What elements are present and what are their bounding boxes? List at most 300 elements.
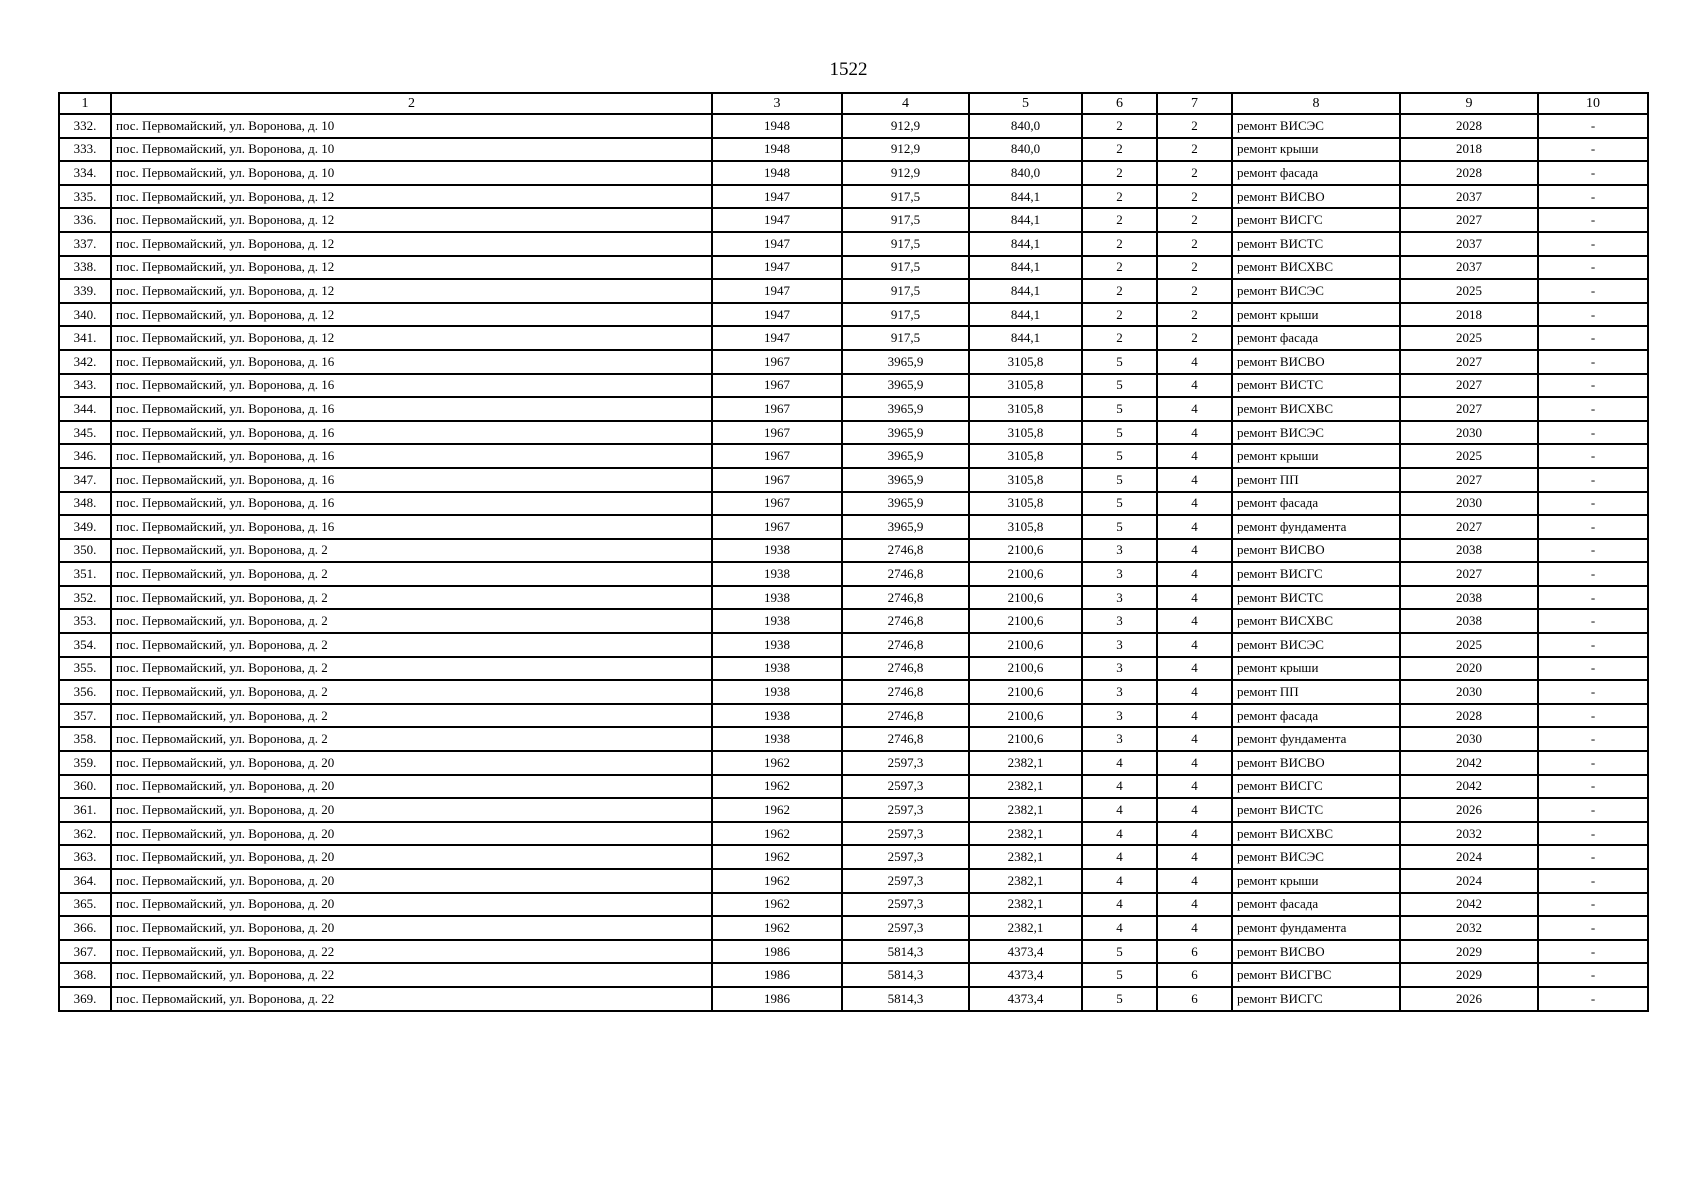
- column-header-2: 2: [111, 93, 712, 114]
- cell-note: -: [1538, 421, 1648, 445]
- cell-floors: 4: [1082, 775, 1157, 799]
- cell-note: -: [1538, 775, 1648, 799]
- cell-floors: 5: [1082, 421, 1157, 445]
- table-row: [59, 916, 1648, 940]
- cell-note: -: [1538, 232, 1648, 256]
- cell-address: пос. Первомайский, ул. Воронова, д. 12: [111, 208, 712, 232]
- table-row: [59, 185, 1648, 209]
- table-row: [59, 350, 1648, 374]
- cell-floors: 3: [1082, 539, 1157, 563]
- cell-planned-year: 2025: [1400, 326, 1538, 350]
- cell-planned-year: 2037: [1400, 232, 1538, 256]
- cell-living-area: 2100,6: [969, 704, 1082, 728]
- cell-row-number: 351.: [59, 562, 111, 586]
- cell-work-type: ремонт ВИСГВС: [1232, 963, 1400, 987]
- cell-living-area: 2100,6: [969, 727, 1082, 751]
- cell-address: пос. Первомайский, ул. Воронова, д. 12: [111, 185, 712, 209]
- cell-total-area: 3965,9: [842, 397, 969, 421]
- column-header-5: 5: [969, 93, 1082, 114]
- cell-entrances: 4: [1157, 916, 1232, 940]
- cell-living-area: 844,1: [969, 279, 1082, 303]
- cell-floors: 2: [1082, 232, 1157, 256]
- cell-row-number: 355.: [59, 657, 111, 681]
- cell-note: -: [1538, 609, 1648, 633]
- cell-floors: 5: [1082, 374, 1157, 398]
- cell-year-built: 1962: [712, 775, 842, 799]
- cell-work-type: ремонт ВИСТС: [1232, 374, 1400, 398]
- cell-row-number: 342.: [59, 350, 111, 374]
- cell-address: пос. Первомайский, ул. Воронова, д. 20: [111, 775, 712, 799]
- cell-row-number: 353.: [59, 609, 111, 633]
- cell-address: пос. Первомайский, ул. Воронова, д. 2: [111, 633, 712, 657]
- table-row: [59, 845, 1648, 869]
- table-row: [59, 303, 1648, 327]
- table-row: [59, 751, 1648, 775]
- cell-work-type: ремонт ВИСХВС: [1232, 397, 1400, 421]
- cell-entrances: 4: [1157, 657, 1232, 681]
- cell-work-type: ремонт крыши: [1232, 444, 1400, 468]
- cell-living-area: 2100,6: [969, 657, 1082, 681]
- cell-living-area: 844,1: [969, 208, 1082, 232]
- cell-year-built: 1986: [712, 940, 842, 964]
- cell-living-area: 844,1: [969, 185, 1082, 209]
- cell-row-number: 339.: [59, 279, 111, 303]
- cell-planned-year: 2042: [1400, 775, 1538, 799]
- cell-row-number: 343.: [59, 374, 111, 398]
- table-row: [59, 987, 1648, 1011]
- cell-address: пос. Первомайский, ул. Воронова, д. 2: [111, 586, 712, 610]
- cell-entrances: 4: [1157, 727, 1232, 751]
- cell-total-area: 5814,3: [842, 987, 969, 1011]
- cell-floors: 4: [1082, 869, 1157, 893]
- cell-floors: 2: [1082, 114, 1157, 138]
- cell-year-built: 1947: [712, 279, 842, 303]
- cell-planned-year: 2038: [1400, 609, 1538, 633]
- cell-address: пос. Первомайский, ул. Воронова, д. 2: [111, 680, 712, 704]
- table-row: [59, 492, 1648, 516]
- cell-planned-year: 2027: [1400, 468, 1538, 492]
- cell-living-area: 840,0: [969, 114, 1082, 138]
- cell-planned-year: 2027: [1400, 515, 1538, 539]
- cell-living-area: 2382,1: [969, 751, 1082, 775]
- cell-total-area: 912,9: [842, 138, 969, 162]
- cell-floors: 3: [1082, 562, 1157, 586]
- cell-floors: 5: [1082, 963, 1157, 987]
- cell-entrances: 4: [1157, 775, 1232, 799]
- cell-planned-year: 2042: [1400, 751, 1538, 775]
- cell-note: -: [1538, 468, 1648, 492]
- cell-address: пос. Первомайский, ул. Воронова, д. 12: [111, 303, 712, 327]
- cell-planned-year: 2025: [1400, 279, 1538, 303]
- table-row: [59, 609, 1648, 633]
- cell-year-built: 1948: [712, 138, 842, 162]
- cell-work-type: ремонт ВИСЭС: [1232, 845, 1400, 869]
- cell-note: -: [1538, 185, 1648, 209]
- cell-note: -: [1538, 704, 1648, 728]
- cell-row-number: 348.: [59, 492, 111, 516]
- cell-work-type: ремонт фасада: [1232, 893, 1400, 917]
- cell-address: пос. Первомайский, ул. Воронова, д. 12: [111, 256, 712, 280]
- cell-work-type: ремонт крыши: [1232, 138, 1400, 162]
- cell-year-built: 1938: [712, 727, 842, 751]
- cell-entrances: 4: [1157, 350, 1232, 374]
- cell-living-area: 844,1: [969, 256, 1082, 280]
- cell-address: пос. Первомайский, ул. Воронова, д. 2: [111, 609, 712, 633]
- cell-floors: 5: [1082, 444, 1157, 468]
- cell-year-built: 1938: [712, 657, 842, 681]
- cell-planned-year: 2027: [1400, 562, 1538, 586]
- cell-total-area: 917,5: [842, 185, 969, 209]
- cell-total-area: 2597,3: [842, 893, 969, 917]
- cell-planned-year: 2025: [1400, 444, 1538, 468]
- cell-entrances: 4: [1157, 586, 1232, 610]
- cell-planned-year: 2032: [1400, 916, 1538, 940]
- cell-total-area: 917,5: [842, 208, 969, 232]
- cell-floors: 5: [1082, 397, 1157, 421]
- cell-total-area: 5814,3: [842, 963, 969, 987]
- cell-entrances: 4: [1157, 397, 1232, 421]
- cell-total-area: 2746,8: [842, 633, 969, 657]
- cell-planned-year: 2027: [1400, 350, 1538, 374]
- cell-row-number: 350.: [59, 539, 111, 563]
- cell-work-type: ремонт ВИСТС: [1232, 798, 1400, 822]
- cell-row-number: 361.: [59, 798, 111, 822]
- cell-planned-year: 2030: [1400, 492, 1538, 516]
- cell-entrances: 2: [1157, 256, 1232, 280]
- cell-note: -: [1538, 727, 1648, 751]
- table-row: [59, 869, 1648, 893]
- cell-total-area: 917,5: [842, 279, 969, 303]
- cell-row-number: 341.: [59, 326, 111, 350]
- cell-total-area: 2597,3: [842, 822, 969, 846]
- cell-work-type: ремонт фундамента: [1232, 515, 1400, 539]
- table-row: [59, 208, 1648, 232]
- cell-work-type: ремонт ВИСВО: [1232, 539, 1400, 563]
- cell-total-area: 2597,3: [842, 751, 969, 775]
- cell-address: пос. Первомайский, ул. Воронова, д. 16: [111, 492, 712, 516]
- cell-work-type: ремонт ВИСГС: [1232, 208, 1400, 232]
- cell-entrances: 4: [1157, 845, 1232, 869]
- cell-note: -: [1538, 539, 1648, 563]
- cell-total-area: 2746,8: [842, 727, 969, 751]
- cell-year-built: 1986: [712, 963, 842, 987]
- cell-planned-year: 2020: [1400, 657, 1538, 681]
- cell-row-number: 332.: [59, 114, 111, 138]
- table-row: [59, 468, 1648, 492]
- column-header-1: 1: [59, 93, 111, 114]
- cell-entrances: 6: [1157, 987, 1232, 1011]
- cell-work-type: ремонт фасада: [1232, 492, 1400, 516]
- cell-address: пос. Первомайский, ул. Воронова, д. 16: [111, 397, 712, 421]
- cell-note: -: [1538, 963, 1648, 987]
- cell-note: -: [1538, 893, 1648, 917]
- table-row: [59, 161, 1648, 185]
- cell-living-area: 2382,1: [969, 893, 1082, 917]
- cell-note: -: [1538, 161, 1648, 185]
- cell-planned-year: 2030: [1400, 727, 1538, 751]
- cell-row-number: 335.: [59, 185, 111, 209]
- cell-address: пос. Первомайский, ул. Воронова, д. 2: [111, 727, 712, 751]
- cell-total-area: 912,9: [842, 114, 969, 138]
- cell-floors: 4: [1082, 893, 1157, 917]
- table-row: [59, 704, 1648, 728]
- cell-living-area: 3105,8: [969, 515, 1082, 539]
- cell-work-type: ремонт ВИСТС: [1232, 232, 1400, 256]
- cell-work-type: ремонт фундамента: [1232, 916, 1400, 940]
- cell-row-number: 352.: [59, 586, 111, 610]
- cell-year-built: 1948: [712, 161, 842, 185]
- table-row: [59, 232, 1648, 256]
- cell-address: пос. Первомайский, ул. Воронова, д. 20: [111, 822, 712, 846]
- cell-living-area: 2382,1: [969, 845, 1082, 869]
- cell-year-built: 1962: [712, 845, 842, 869]
- cell-address: пос. Первомайский, ул. Воронова, д. 16: [111, 350, 712, 374]
- cell-floors: 2: [1082, 303, 1157, 327]
- cell-row-number: 338.: [59, 256, 111, 280]
- column-header-9: 9: [1400, 93, 1538, 114]
- cell-entrances: 4: [1157, 680, 1232, 704]
- cell-work-type: ремонт фасада: [1232, 161, 1400, 185]
- cell-address: пос. Первомайский, ул. Воронова, д. 20: [111, 916, 712, 940]
- cell-floors: 2: [1082, 138, 1157, 162]
- cell-living-area: 844,1: [969, 326, 1082, 350]
- cell-row-number: 362.: [59, 822, 111, 846]
- cell-entrances: 2: [1157, 185, 1232, 209]
- cell-year-built: 1947: [712, 256, 842, 280]
- cell-entrances: 6: [1157, 940, 1232, 964]
- table-row: [59, 279, 1648, 303]
- cell-floors: 2: [1082, 326, 1157, 350]
- cell-floors: 5: [1082, 940, 1157, 964]
- cell-total-area: 2746,8: [842, 586, 969, 610]
- cell-year-built: 1962: [712, 751, 842, 775]
- table-row: [59, 893, 1648, 917]
- cell-row-number: 366.: [59, 916, 111, 940]
- cell-note: -: [1538, 822, 1648, 846]
- cell-living-area: 2100,6: [969, 539, 1082, 563]
- cell-total-area: 2746,8: [842, 539, 969, 563]
- cell-floors: 4: [1082, 916, 1157, 940]
- cell-year-built: 1967: [712, 374, 842, 398]
- cell-living-area: 4373,4: [969, 963, 1082, 987]
- cell-living-area: 3105,8: [969, 492, 1082, 516]
- cell-row-number: 356.: [59, 680, 111, 704]
- cell-year-built: 1938: [712, 609, 842, 633]
- cell-note: -: [1538, 940, 1648, 964]
- cell-note: -: [1538, 397, 1648, 421]
- cell-work-type: ремонт фундамента: [1232, 727, 1400, 751]
- table-row: [59, 822, 1648, 846]
- cell-living-area: 3105,8: [969, 421, 1082, 445]
- cell-address: пос. Первомайский, ул. Воронова, д. 20: [111, 845, 712, 869]
- cell-year-built: 1947: [712, 208, 842, 232]
- cell-year-built: 1938: [712, 680, 842, 704]
- cell-work-type: ремонт крыши: [1232, 303, 1400, 327]
- cell-planned-year: 2028: [1400, 704, 1538, 728]
- cell-entrances: 2: [1157, 326, 1232, 350]
- cell-year-built: 1962: [712, 893, 842, 917]
- cell-row-number: 358.: [59, 727, 111, 751]
- cell-floors: 5: [1082, 987, 1157, 1011]
- cell-entrances: 2: [1157, 114, 1232, 138]
- cell-row-number: 334.: [59, 161, 111, 185]
- cell-total-area: 3965,9: [842, 374, 969, 398]
- cell-row-number: 340.: [59, 303, 111, 327]
- cell-total-area: 912,9: [842, 161, 969, 185]
- table-row: [59, 940, 1648, 964]
- cell-floors: 4: [1082, 845, 1157, 869]
- cell-total-area: 2746,8: [842, 657, 969, 681]
- cell-row-number: 360.: [59, 775, 111, 799]
- cell-year-built: 1967: [712, 421, 842, 445]
- cell-entrances: 2: [1157, 138, 1232, 162]
- cell-living-area: 840,0: [969, 161, 1082, 185]
- cell-floors: 2: [1082, 256, 1157, 280]
- cell-note: -: [1538, 208, 1648, 232]
- cell-address: пос. Первомайский, ул. Воронова, д. 16: [111, 515, 712, 539]
- cell-row-number: 347.: [59, 468, 111, 492]
- column-header-10: 10: [1538, 93, 1648, 114]
- cell-total-area: 2597,3: [842, 869, 969, 893]
- cell-entrances: 4: [1157, 798, 1232, 822]
- cell-note: -: [1538, 586, 1648, 610]
- cell-floors: 3: [1082, 609, 1157, 633]
- cell-row-number: 336.: [59, 208, 111, 232]
- cell-planned-year: 2027: [1400, 208, 1538, 232]
- cell-entrances: 4: [1157, 751, 1232, 775]
- cell-planned-year: 2027: [1400, 397, 1538, 421]
- cell-address: пос. Первомайский, ул. Воронова, д. 10: [111, 138, 712, 162]
- cell-planned-year: 2030: [1400, 680, 1538, 704]
- cell-entrances: 4: [1157, 539, 1232, 563]
- cell-address: пос. Первомайский, ул. Воронова, д. 12: [111, 326, 712, 350]
- cell-address: пос. Первомайский, ул. Воронова, д. 2: [111, 539, 712, 563]
- cell-planned-year: 2042: [1400, 893, 1538, 917]
- cell-living-area: 4373,4: [969, 987, 1082, 1011]
- cell-floors: 4: [1082, 751, 1157, 775]
- cell-living-area: 844,1: [969, 232, 1082, 256]
- cell-year-built: 1986: [712, 987, 842, 1011]
- cell-address: пос. Первомайский, ул. Воронова, д. 12: [111, 232, 712, 256]
- cell-planned-year: 2038: [1400, 586, 1538, 610]
- cell-living-area: 3105,8: [969, 468, 1082, 492]
- cell-total-area: 2746,8: [842, 680, 969, 704]
- cell-note: -: [1538, 751, 1648, 775]
- cell-entrances: 4: [1157, 893, 1232, 917]
- cell-planned-year: 2024: [1400, 845, 1538, 869]
- cell-note: -: [1538, 492, 1648, 516]
- repair-schedule-table: [58, 92, 1649, 1012]
- cell-living-area: 2100,6: [969, 562, 1082, 586]
- cell-row-number: 344.: [59, 397, 111, 421]
- cell-entrances: 2: [1157, 303, 1232, 327]
- cell-work-type: ремонт ВИСЭС: [1232, 279, 1400, 303]
- cell-note: -: [1538, 515, 1648, 539]
- cell-note: -: [1538, 562, 1648, 586]
- cell-living-area: 3105,8: [969, 374, 1082, 398]
- cell-note: -: [1538, 798, 1648, 822]
- cell-total-area: 3965,9: [842, 350, 969, 374]
- cell-address: пос. Первомайский, ул. Воронова, д. 2: [111, 657, 712, 681]
- table-header-row: [59, 93, 1648, 114]
- cell-entrances: 4: [1157, 515, 1232, 539]
- cell-address: пос. Первомайский, ул. Воронова, д. 10: [111, 161, 712, 185]
- cell-entrances: 2: [1157, 208, 1232, 232]
- cell-note: -: [1538, 680, 1648, 704]
- cell-work-type: ремонт крыши: [1232, 657, 1400, 681]
- cell-work-type: ремонт ВИСГС: [1232, 775, 1400, 799]
- cell-work-type: ремонт ПП: [1232, 468, 1400, 492]
- cell-address: пос. Первомайский, ул. Воронова, д. 2: [111, 562, 712, 586]
- cell-year-built: 1938: [712, 704, 842, 728]
- cell-work-type: ремонт крыши: [1232, 869, 1400, 893]
- cell-total-area: 3965,9: [842, 492, 969, 516]
- cell-year-built: 1938: [712, 586, 842, 610]
- cell-year-built: 1948: [712, 114, 842, 138]
- cell-year-built: 1947: [712, 185, 842, 209]
- cell-work-type: ремонт ВИСХВС: [1232, 256, 1400, 280]
- cell-address: пос. Первомайский, ул. Воронова, д. 20: [111, 869, 712, 893]
- cell-living-area: 3105,8: [969, 397, 1082, 421]
- cell-total-area: 2597,3: [842, 845, 969, 869]
- cell-planned-year: 2029: [1400, 963, 1538, 987]
- cell-note: -: [1538, 279, 1648, 303]
- cell-floors: 5: [1082, 350, 1157, 374]
- cell-address: пос. Первомайский, ул. Воронова, д. 16: [111, 444, 712, 468]
- cell-row-number: 369.: [59, 987, 111, 1011]
- cell-entrances: 4: [1157, 869, 1232, 893]
- cell-year-built: 1962: [712, 822, 842, 846]
- cell-living-area: 2382,1: [969, 775, 1082, 799]
- cell-year-built: 1967: [712, 468, 842, 492]
- cell-planned-year: 2028: [1400, 114, 1538, 138]
- cell-note: -: [1538, 256, 1648, 280]
- cell-address: пос. Первомайский, ул. Воронова, д. 16: [111, 421, 712, 445]
- cell-floors: 3: [1082, 633, 1157, 657]
- cell-note: -: [1538, 633, 1648, 657]
- cell-year-built: 1947: [712, 326, 842, 350]
- cell-planned-year: 2025: [1400, 633, 1538, 657]
- cell-row-number: 365.: [59, 893, 111, 917]
- column-header-6: 6: [1082, 93, 1157, 114]
- table-row: [59, 374, 1648, 398]
- cell-floors: 2: [1082, 185, 1157, 209]
- cell-living-area: 2382,1: [969, 798, 1082, 822]
- cell-planned-year: 2032: [1400, 822, 1538, 846]
- cell-work-type: ремонт ВИСГС: [1232, 562, 1400, 586]
- cell-entrances: 4: [1157, 822, 1232, 846]
- cell-living-area: 3105,8: [969, 444, 1082, 468]
- cell-row-number: 349.: [59, 515, 111, 539]
- table-row: [59, 586, 1648, 610]
- cell-floors: 2: [1082, 279, 1157, 303]
- cell-year-built: 1938: [712, 539, 842, 563]
- cell-floors: 3: [1082, 704, 1157, 728]
- cell-work-type: ремонт фасада: [1232, 704, 1400, 728]
- cell-work-type: ремонт ВИСЭС: [1232, 421, 1400, 445]
- cell-note: -: [1538, 114, 1648, 138]
- table-row: [59, 727, 1648, 751]
- cell-note: -: [1538, 916, 1648, 940]
- cell-work-type: ремонт ВИСЭС: [1232, 114, 1400, 138]
- cell-entrances: 4: [1157, 444, 1232, 468]
- cell-total-area: 917,5: [842, 232, 969, 256]
- cell-floors: 3: [1082, 586, 1157, 610]
- cell-row-number: 333.: [59, 138, 111, 162]
- cell-living-area: 844,1: [969, 303, 1082, 327]
- cell-total-area: 2746,8: [842, 562, 969, 586]
- cell-floors: 3: [1082, 657, 1157, 681]
